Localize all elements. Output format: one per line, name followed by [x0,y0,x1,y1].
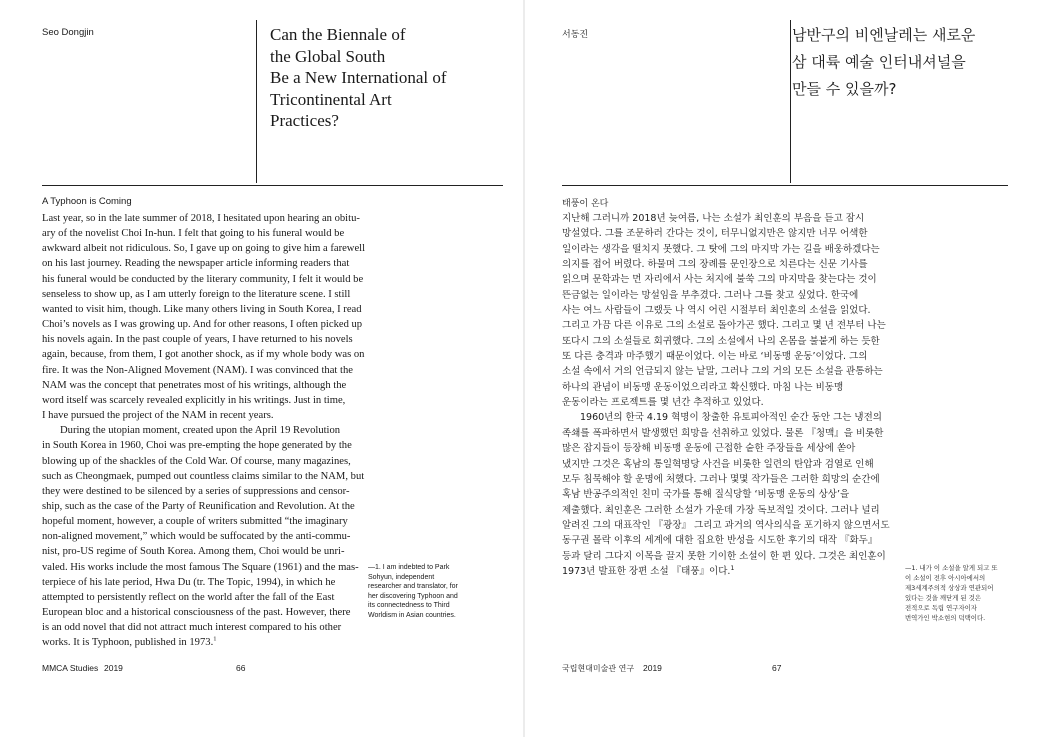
body-line: in South Korea in 1960, Choi was pre-empting the hope generated by the [42,440,352,452]
article-title [792,22,975,103]
body-line-text: works. It is Typhoon, published in 1973. [42,637,214,649]
body-text [562,211,890,579]
footnote-line: —1. I am indebted to Park [368,564,450,571]
body-line: they were destined to be silenced by a series of suppressions and censor- [42,485,350,497]
body-line: attempted to persistently reflect on the world after the fall of the East [42,591,335,603]
body-line: his funeral would be conducted by the literary community, I felt it would be [42,273,364,285]
title-rule-vertical [256,20,257,183]
body-line: is an odd novel that did not attract much interest compared to his other [42,622,342,634]
body-line: awkward albeit not ridiculous. So, I gave up on going to give him a farewell [42,243,366,255]
body-line: 그리고 가끔 다른 이유로 그의 소설로 돌아가곤 했다. 그리고 몇 년 전부터 나는 [562,320,886,332]
footnote-line: —1. 내가 이 소설을 알게 되고 또 [905,564,998,572]
footnote-line: Sohyun, independent [368,573,435,581]
body-line: 소설 속에서 거의 언급되지 않는 낱말, 그러나 그의 거의 모든 소설을 관통하는 [562,366,883,378]
body-line: 제출했다. 최인훈은 그러한 소설가 가운데 가장 독보적일 것이다. 그러나 널리 [562,504,880,516]
body-line: blowing up of the shackles of the Cold War. Of course, many magazines, [42,455,351,467]
body-line: 망설였다. 그를 조문하러 간다는 것이, 터무니없지만은 않지만 너무 어색한 [562,228,868,240]
footnote-reference[interactable]: 1 [730,563,735,572]
footnote [368,563,458,621]
footnote-reference[interactable]: 1 [213,635,217,643]
body-line: Last year, so in the late summer of 2018, I hesitated upon hearing an obitu- [42,213,360,224]
left-page [0,0,524,737]
body-line: on his last journey. Reading the newspaper article informing readers that [42,258,350,270]
body-line: 족쇄를 폭파하면서 발생했던 희망을 선취하고 있었다. 물론 『청맥』을 비롯한 [562,427,884,439]
body-line: terpiece of his late period, Hwa Du (tr. The Topic, 1994), in which he [42,576,336,588]
title-line: 만들 수 있을까? [792,80,897,98]
body-line: 많은 잡지들이 등장해 비동맹 운동에 근접한 숱한 주장들을 세상에 쏟아 [562,443,856,455]
footnote-line: Worldism in Asian countries. [368,611,456,619]
title-line: 삼 대륙 예술 인터내셔널을 [792,53,966,71]
body-line: non-aligned movement,” which would be suffocated by the anti-commu- [42,531,351,543]
title-line: Tricontinental Art [270,89,392,109]
body-line: 지난해 그러니까 2018년 늦여름, 나는 소설가 최인훈의 부음을 듣고 잠시 [562,213,865,224]
body-line [42,635,365,650]
body-line: During the utopian moment, created upon the April 19 Revolution [60,425,341,437]
body-line: 의지를 접어 버렸다. 하물며 그의 장례를 문인장으로 치른다는 신문 기사를 [562,259,868,271]
body-line: 뜬금없는 일이라는 망설임을 부추겼다. 그러나 그를 찾고 싶었다. 한국에 [562,289,859,301]
footer-publication: 국립현대미술관 연구 [562,664,635,673]
body-line: Choi’s novels as I was growing up. And for other reasons, I often picked up [42,319,363,331]
footnote-line: 이 소설이 전후 아시아에서의 [905,574,986,582]
page-number: 67 [772,663,782,673]
article-title [270,24,447,132]
section-rule [562,185,1008,186]
body-line: his novels again. In the past couple of years, I have returned to his novels [42,334,353,346]
section-heading: A Typhoon is Coming [42,196,132,207]
title-line: 남반구의 비엔날레는 새로운 [792,26,976,44]
footnote-line: 전적으로 독립 연구자이자 [905,604,977,612]
title-line: Be a New International of [270,68,447,88]
footnote-line: 번역가인 박소현의 덕택이다. [905,614,986,622]
footnote-line: 제3세계주의적 상상과 연관되어 [905,584,994,592]
body-text [42,211,365,651]
body-line: such as Cheongmaek, pumped out countless claims similar to the NAM, but [42,470,365,482]
title-line: Practices? [270,111,339,131]
body-line: 모두 침묵해야 할 운명에 처했다. 그러나 몇몇 작가들은 그러한 희망의 순간에 [562,473,880,485]
body-line: 하나의 관념이 비동맹 운동이었으리라고 확신했다. 마침 나는 비동맹 [562,381,844,393]
footnote-line: researcher and translator, for [368,583,458,591]
footnote-line: its connectedness to Third [368,602,450,610]
body-line: hopeful moment, however, a couple of writers submitted “the imaginary [42,516,348,528]
footer-publication: MMCA Studies [42,663,99,673]
body-line-text: 1973년 발표한 장편 소설 『태풍』이다. [562,565,731,577]
body-line: 일이라는 생각을 떨치지 못했다. 그 탓에 그의 마지막 가는 길을 배웅하겠다는 [562,243,880,255]
body-line: 혹남 반공주의적인 친미 국가를 통해 질식당할 ‘비동맹 운동의 상상’을 [562,489,850,501]
page-number: 66 [236,663,246,673]
right-page [525,0,1049,737]
title-rule-vertical [790,20,791,183]
author-name: Seo Dongjin [42,27,94,38]
title-line: Can the Biennale of [270,25,406,44]
body-line: 등과 달리 그다지 이목을 끌지 못한 기이한 소설이 한 편 있다. 그것은 최인훈이 [562,550,886,562]
body-line: wanted to visit him, though. Like many others living in South Korea, I read [42,303,362,315]
body-line: 사는 여느 사람들이 그랬듯 나 역시 어린 시절부터 최인훈의 소설을 읽었다. [562,305,871,317]
body-line: word itself was scarcely revealed explicitly in his writings. Just in time, [42,394,346,406]
body-line: 알려진 그의 대표작인 『광장』 그리고 과거의 역사의식을 포기하지 않으면서도 [562,519,890,531]
footer-year: 2019 [643,663,662,673]
body-line: European bloc and a historical consciousness of the past. However, there [42,607,351,619]
body-line: I have pursued the project of the NAM in recent years. [42,410,274,422]
footnote-line: her discovering Typhoon and [368,592,458,600]
body-line: ary of the novelist Choi In-hun. I felt that going to his funeral would be [42,228,345,240]
body-line [562,564,890,579]
body-line: senseless to show up, as I am utterly foreign to the literature scene. I still [42,288,351,300]
body-line: 1960년의 한국 4.19 혁명이 창출한 유토피아적인 순간 동안 그는 냉전의 [580,412,882,424]
body-line: 운동이라는 프로젝트를 몇 년간 추적하고 있었다. [562,397,764,409]
footnote [905,563,998,623]
footer-year: 2019 [104,663,123,673]
body-line: again, because, from them, I got another shock, as if my whole body was on [42,349,365,361]
body-line: valed. His works include the most famous The Square (1961) and the mas- [42,561,359,573]
body-line: 또 다른 충격과 마주했기 때문이었다. 이는 바로 ‘비동맹 운동’이었다. 그의 [562,351,868,363]
body-line: 또다시 그의 소설들로 회귀했다. 그의 소설에서 나의 온몸을 불붙게 하는 듯한 [562,335,880,347]
footnote-line: 있다는 것을 깨닫게 된 것은 [905,594,982,602]
body-line: NAM was the concept that penetrates most of his writings, although the [42,379,347,391]
body-line: 동구권 몰락 이후의 세계에 대한 집요한 반성을 시도한 후기의 대작 『화두』 [562,535,878,547]
body-line: ship, such as the case of the Party of Reunification and Revolution. At the [42,500,355,512]
body-line: 읽으며 문학과는 먼 자리에서 사는 처지에 불쑥 그의 마지막을 찾는다는 것이 [562,274,877,286]
title-line: the Global South [270,46,386,66]
body-line: fire. It was the Non-Aligned Movement (NAM). I was convinced that the [42,364,353,376]
author-name: 서동진 [562,30,589,40]
body-line: nist, pro-US regime of South Korea. Among them, Choi would be unri- [42,546,345,558]
section-heading: 태풍이 온다 [562,199,609,209]
section-rule [42,185,503,186]
body-line: 냈지만 그것은 혹남의 통일혁명당 사건을 비롯한 일련의 탄압과 검열로 인해 [562,458,874,470]
